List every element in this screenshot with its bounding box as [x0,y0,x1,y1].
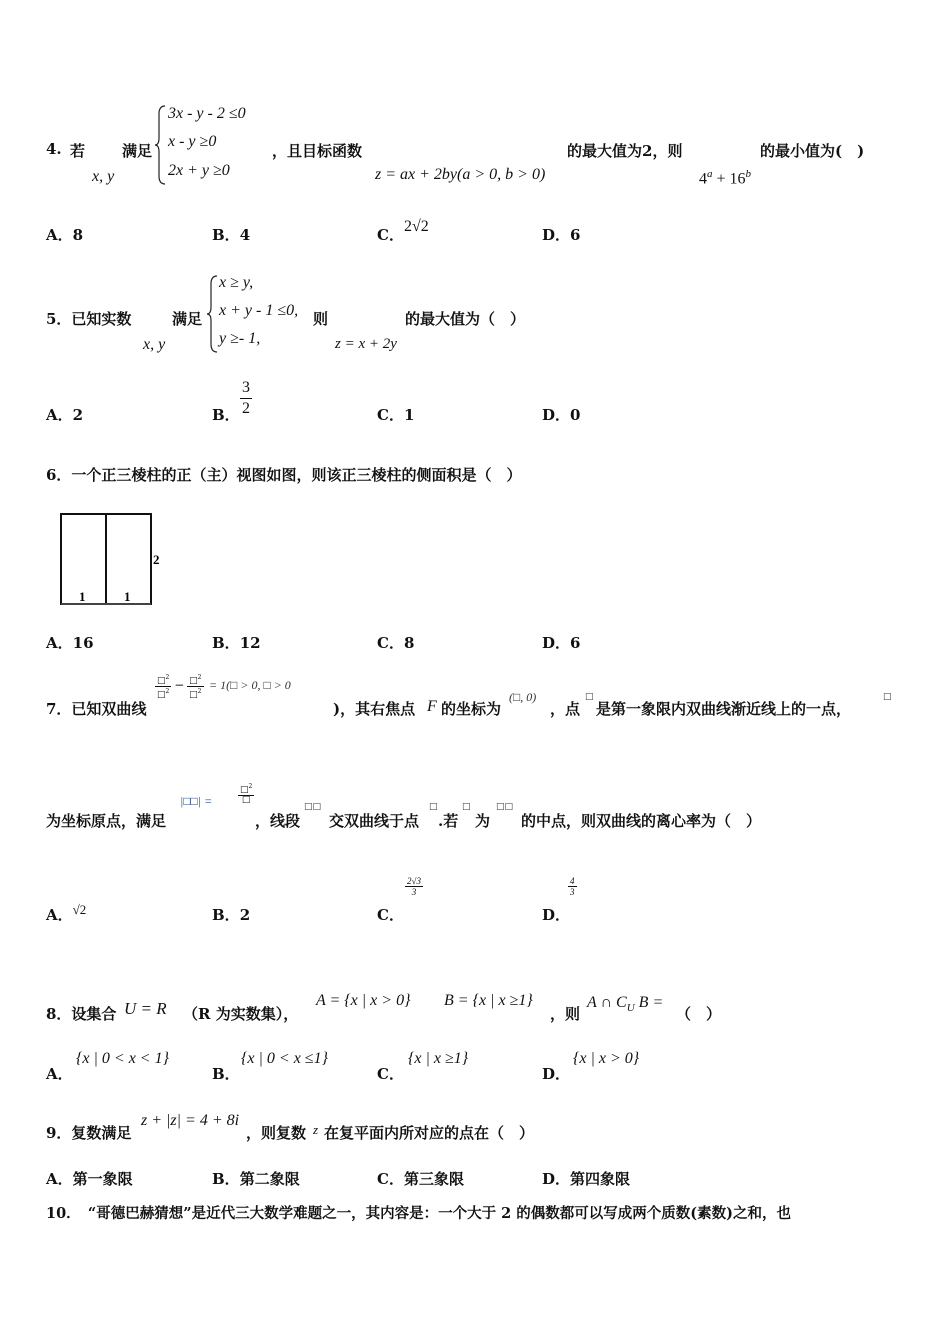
q5-sys-2: x + y - 1 ≤0, [219,302,299,319]
q7-line2-f: 的中点，则双曲线的离心率为（ ） [521,812,762,830]
q7-hyperbola-fractions: $\frac{□^2}{□^2}$ − $\frac{□^2}{□^2}$ [157,674,202,700]
q5-manzu: 满足 [172,310,203,328]
q9-z: z [313,1122,319,1137]
q7-line2-e: 为 [475,812,491,830]
q7-focus: (□, 0) [509,690,537,704]
q8-option-d-label[interactable]: D． [542,1065,571,1083]
q7-option-b[interactable]: B．2 [212,906,251,924]
q7-segment-placeholder-icon: □□ [304,802,322,812]
q9-option-b[interactable]: B．第二象限 [212,1170,300,1188]
q7-segment2-placeholder-icon: □□ [496,802,514,812]
q7-option-c-fraction[interactable]: $\frac{2√3}{3}$ [407,876,421,897]
q8-ze: ，则 [550,1005,581,1023]
q7-point-m-placeholder-icon: □ [429,802,438,812]
q4-max-text: 的最大值为2，则 [567,142,683,160]
q6-label-bottom-left: 1 [79,589,86,604]
q8-expr: A ∩ $C_U$ B = [587,994,664,1015]
q9-option-a[interactable]: A．第一象限 [46,1170,133,1188]
q9-tail: 在复平面内所对应的点在（ ） [324,1124,535,1142]
q5-stem: 5．已知实数 [46,310,132,328]
q4-system-brace [155,104,167,186]
q8-option-c-label[interactable]: C． [377,1065,404,1083]
q7-part3: ，点 [550,700,581,718]
q7-line2-d: .若 [438,812,459,830]
q5-option-b-label[interactable]: B． [212,406,240,424]
q7-part4: 是第一象限内双曲线渐近线上的一点， [596,700,852,718]
q6-option-a[interactable]: A．16 [46,634,94,652]
q8-u: U = R [124,999,167,1018]
q7-stem: 7．已知双曲线 [46,700,147,718]
q7-f: F [427,698,437,715]
q7-option-d-fraction[interactable]: $\frac{4}{3}$ [570,876,575,897]
q7-line2-b: ，线段 [255,812,301,830]
q4-number: 4. [46,140,62,158]
q6-option-b[interactable]: B．12 [212,634,261,652]
q8-option-b-value[interactable]: {x | 0 < x ≤1} [241,1050,328,1067]
q4-option-b[interactable]: B．4 [212,226,251,244]
q5-system-brace [207,274,219,354]
q7-option-a[interactable]: A．√2 [46,902,87,924]
q5-sys-1: x ≥ y, [219,274,254,291]
q4-sys-3: 2x + y ≥0 [168,162,230,179]
q4-expr: $4^a + 16^b$ [699,168,752,188]
q6-label-bottom-right: 1 [124,589,131,604]
q4-option-d[interactable]: D．6 [542,226,581,244]
q4-objective: z = ax + 2by(a > 0, b > 0) [375,166,546,183]
q8-option-c-value[interactable]: {x | x ≥1} [408,1050,469,1067]
q7-point-placeholder-icon: □ [585,692,594,702]
q7-option-c-label[interactable]: C． [377,906,404,924]
q8-option-b-label[interactable]: B． [212,1065,240,1083]
q9-equation: z + |z| = 4 + 8i [141,1112,240,1129]
q7-hyperbola-eq: = 1(□ > 0, □ > 0 [209,678,291,692]
q8-paren: （R 为实数集）， [183,1005,299,1023]
q7-option-d-label[interactable]: D． [542,906,571,924]
q8-option-a-value[interactable]: {x | 0 < x < 1} [76,1050,169,1067]
q7-part2: 的坐标为 [441,700,502,718]
q5-tail: 的最大值为（ ） [405,310,526,328]
q4-mid-text: ，且目标函数 [272,142,363,160]
q5-vars: x, y [143,336,166,353]
q4-min-text: 的最小值为( ) [760,142,865,160]
q4-manzu: 满足 [122,142,153,160]
q5-ze: 则 [313,310,329,328]
q4-option-c[interactable]: C．2√2 [377,218,429,244]
q4-option-a[interactable]: A．8 [46,226,84,244]
q7-line2-a: 为坐标原点，满足 [46,812,167,830]
q4-sys-1: 3x - y - 2 ≤0 [168,105,246,122]
q6-stem: 6．一个正三棱柱的正（主）视图如图，则该正三棱柱的侧面积是（ ） [46,466,522,484]
q4-ruo: 若 [70,142,86,160]
q8-set-b: B = {x | x ≥1} [444,992,533,1009]
q7-origin-placeholder-icon: □ [883,692,892,702]
q10-stem: 10． “哥德巴赫猜想”是近代三大数学难题之一，其内容是：一个大于 2 的偶数都可以写成两个质数(素数)之和，也 [46,1205,792,1222]
q8-tail: （ ） [676,1005,722,1023]
q5-option-a[interactable]: A．2 [46,406,84,424]
q6-option-c[interactable]: C．8 [377,634,415,652]
q7-line2-c: 交双曲线于点 [329,812,420,830]
q5-sys-3: y ≥- 1, [219,330,261,347]
q4-sys-2: x - y ≥0 [168,133,217,150]
q5-option-b-fraction[interactable]: $\frac{3}{2}$ [242,379,250,417]
q5-option-d[interactable]: D．0 [542,406,581,424]
q8-stem: 8．设集合 [46,1005,117,1023]
q7-cond-fraction: $\frac{□^2}{□}$ [240,783,253,805]
q8-option-d-value[interactable]: {x | x > 0} [573,1050,640,1067]
q7-cond: |□□| = [180,794,213,808]
q9-mid: ，则复数 [246,1124,307,1142]
q4-vars: x, y [92,168,115,185]
q9-option-c[interactable]: C．第三象限 [377,1170,464,1188]
q5-option-c[interactable]: C．1 [377,406,415,424]
q6-option-d[interactable]: D．6 [542,634,581,652]
q6-label-side: 2 [153,552,160,567]
q6-front-view-figure [46,508,176,608]
q8-option-a-label[interactable]: A． [46,1065,73,1083]
q7-point-m2-placeholder-icon: □ [462,802,471,812]
q9-stem: 9．复数满足 [46,1124,132,1142]
q8-set-a: A = {x | x > 0} [316,992,411,1009]
q9-option-d[interactable]: D．第四象限 [542,1170,631,1188]
q7-part1: )，其右焦点 [333,700,416,718]
q5-objective: z = x + 2y [335,336,397,352]
